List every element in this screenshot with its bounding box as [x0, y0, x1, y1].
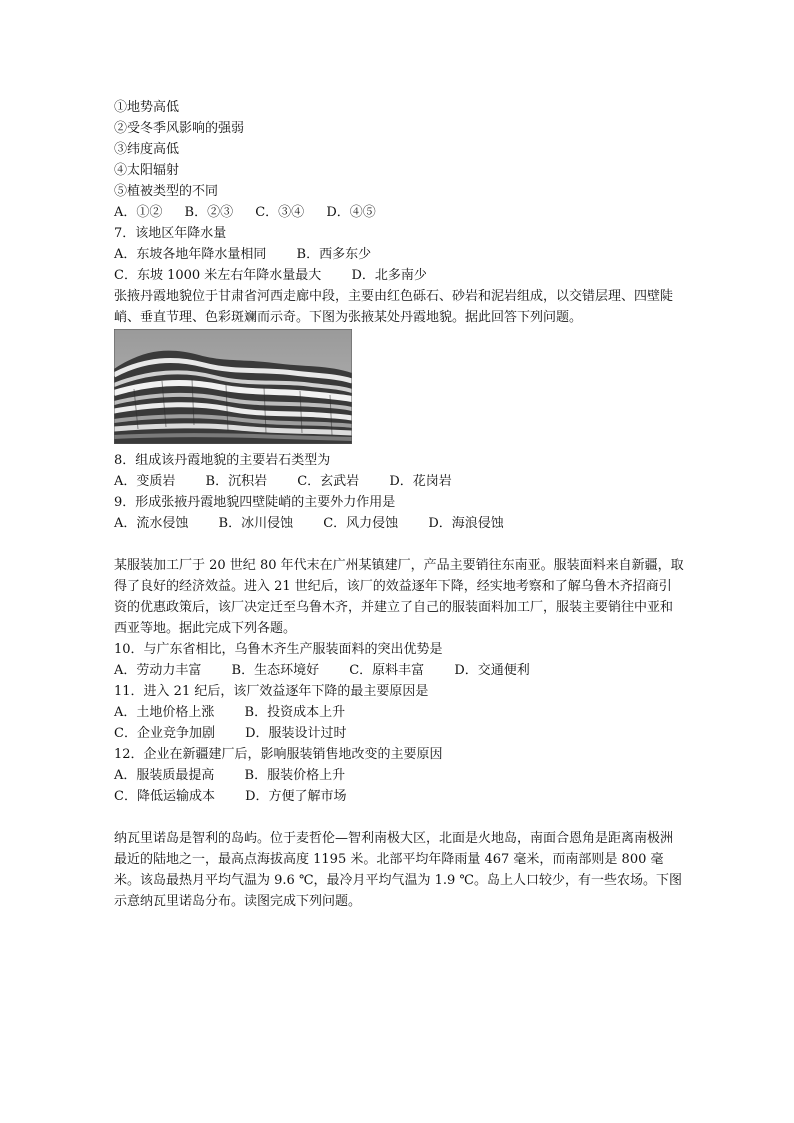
- q8-option-a[interactable]: A．变质岩: [114, 474, 176, 489]
- q11-option-d[interactable]: D．服装设计过时: [245, 726, 347, 741]
- q11-option-c[interactable]: C．企业竞争加剧: [114, 726, 215, 741]
- q11-options-row2: [114, 723, 684, 744]
- factor-4: ④太阳辐射: [114, 163, 180, 178]
- q7-option-a[interactable]: A．东坡各地年降水量相同: [114, 247, 267, 262]
- factor-1: ①地势高低: [114, 100, 180, 115]
- q6-option-a[interactable]: A．①②: [114, 205, 163, 220]
- passage-navarino-island: 纳瓦里诺岛是智利的岛屿。位于麦哲伦—智利南极大区，北面是火地岛，南面合恩角是距离南极洲最近的陆地之一，最高点海拔高度 1195 米。北部平均年降雨量 467 毫米，而南部则是 800 毫米。该岛最热月平均气温为 9.6 ℃，最冷月平均气温为 1.9 ℃。岛上人口较少，有一些农场。下图示意纳瓦里诺岛分布。读图完成下列问题。: [114, 831, 682, 909]
- passage-danxia: 张掖丹霞地貌位于甘肃省河西走廊中段，主要由红色砾石、砂岩和泥岩组成，以交错层理、四壁陡峭、垂直节理、色彩斑斓而示奇。下图为张掖某处丹霞地貌。据此回答下列问题。: [114, 289, 674, 325]
- q7-option-d[interactable]: D．北多南少: [351, 268, 427, 283]
- q7-options-row1: [114, 244, 684, 265]
- q7-option-b[interactable]: B．西多东少: [296, 247, 372, 262]
- q10-option-a[interactable]: A．劳动力丰富: [114, 663, 202, 678]
- q12-option-a[interactable]: A．服装质最提高: [114, 768, 215, 783]
- q10-stem: 10．与广东省相比，乌鲁木齐生产服装面料的突出优势是: [114, 642, 443, 657]
- q12-option-b[interactable]: B．服装价格上升: [244, 768, 346, 783]
- q11-option-a[interactable]: A．土地价格上涨: [114, 705, 215, 720]
- q6-options: [114, 202, 684, 223]
- q11-options-row1: [114, 702, 684, 723]
- q12-stem: 12．企业在新疆建厂后，影响服装销售地改变的主要原因: [114, 747, 443, 762]
- q11-option-b[interactable]: B．投资成本上升: [244, 705, 346, 720]
- q10-option-c[interactable]: C．原料丰富: [349, 663, 425, 678]
- q7-stem: 7．该地区年降水量: [114, 226, 227, 241]
- q7-option-c[interactable]: C．东坡 1000 米左右年降水量最大: [114, 268, 322, 283]
- q12-option-c[interactable]: C．降低运输成本: [114, 789, 215, 804]
- q9-stem: 9．形成张掖丹霞地貌四壁陡峭的主要外力作用是: [114, 495, 396, 510]
- q8-options: [114, 471, 684, 492]
- q10-options: [114, 660, 684, 681]
- q6-option-b[interactable]: B．②③: [184, 205, 234, 220]
- q12-options-row1: [114, 765, 684, 786]
- q9-options: [114, 513, 684, 534]
- q12-options-row2: [114, 786, 684, 807]
- factor-5: ⑤植被类型的不同: [114, 184, 219, 199]
- danxia-landform-photo: [114, 329, 352, 444]
- passage-garment-factory: 某服装加工厂于 20 世纪 80 年代末在广州某镇建厂，产品主要销往东南亚。服装面料来自新疆，取得了良好的经济效益。进入 21 世纪后，该厂的效益逐年下降，经实地考察和了解乌鲁木齐招商引资的优惠政策后，该厂决定迁至乌鲁木齐，并建立了自己的服装面料加工厂，服装主要销往中亚和西亚等地。据此完成下列各题。: [114, 558, 684, 636]
- q8-option-d[interactable]: D．花岗岩: [389, 474, 452, 489]
- q9-option-b[interactable]: B．冰川侵蚀: [218, 516, 294, 531]
- q9-option-c[interactable]: C．风力侵蚀: [323, 516, 399, 531]
- q9-option-a[interactable]: A．流水侵蚀: [114, 516, 189, 531]
- q7-options-row2: [114, 265, 684, 286]
- q6-option-c[interactable]: C．③④: [255, 205, 305, 220]
- q11-stem: 11．进入 21 纪后，该厂效益逐年下降的最主要原因是: [114, 684, 429, 699]
- q8-option-b[interactable]: B．沉积岩: [205, 474, 268, 489]
- factor-3: ③纬度高低: [114, 142, 180, 157]
- q6-option-d[interactable]: D．④⑤: [326, 205, 376, 220]
- q9-option-d[interactable]: D．海浪侵蚀: [428, 516, 504, 531]
- factor-2: ②受冬季风影响的强弱: [114, 121, 245, 136]
- q8-stem: 8．组成该丹霞地貌的主要岩石类型为: [114, 453, 331, 468]
- q10-option-b[interactable]: B．生态环境好: [231, 663, 320, 678]
- q10-option-d[interactable]: D．交通便利: [454, 663, 530, 678]
- q12-option-d[interactable]: D．方便了解市场: [245, 789, 347, 804]
- q8-option-c[interactable]: C．玄武岩: [297, 474, 360, 489]
